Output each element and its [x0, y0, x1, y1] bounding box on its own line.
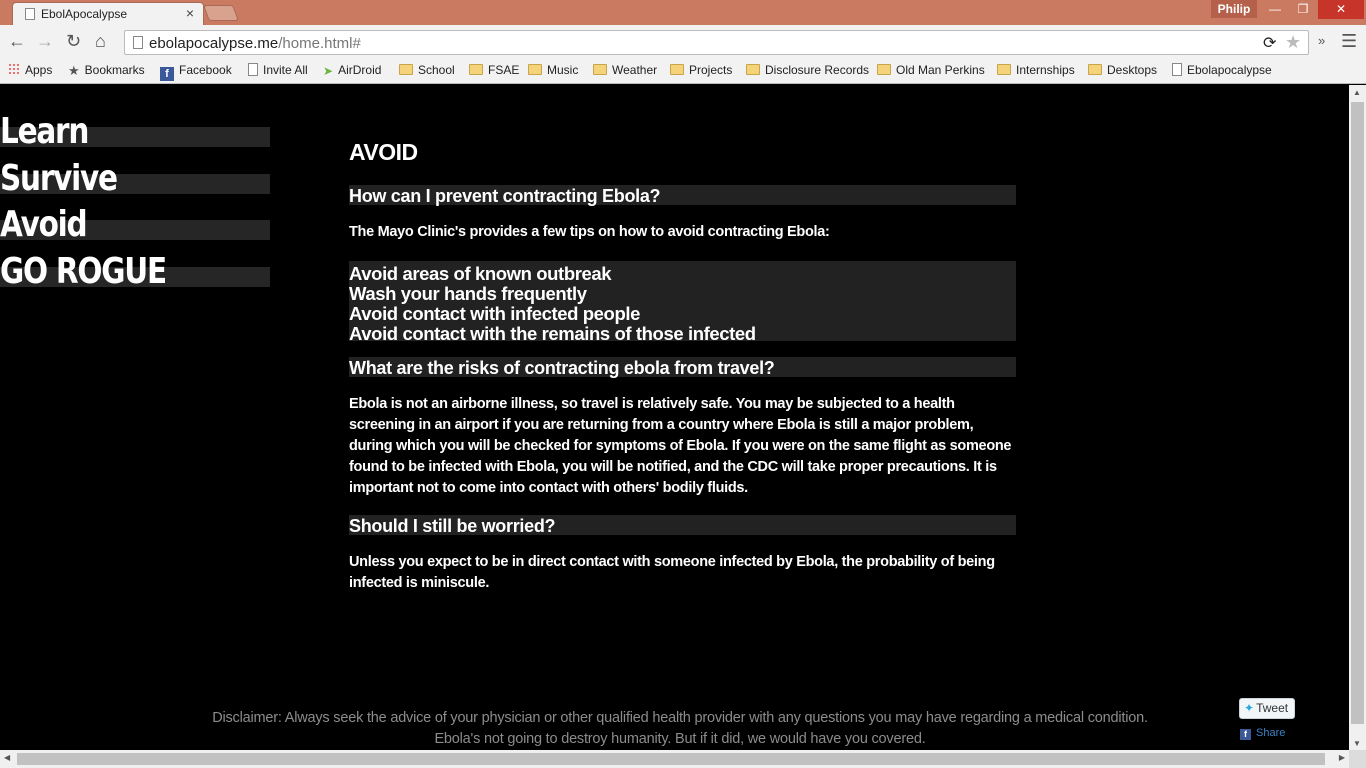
browser-toolbar [0, 25, 1366, 60]
site-nav [0, 111, 272, 297]
url-path: /home.html# [278, 35, 361, 52]
folder-icon [997, 64, 1011, 75]
bookmark-label: Weather [612, 63, 658, 77]
nav-item-label[interactable]: GO ROGUE [0, 250, 166, 292]
star-icon: ★ [68, 63, 80, 78]
bookmark-airdroid[interactable] [323, 63, 381, 78]
nav-item-go-rogue[interactable] [0, 251, 272, 298]
question-heading: Should I still be worried? [349, 515, 1016, 535]
reload-icon[interactable]: ↻ [66, 31, 82, 51]
bookmark-ebolapocalypse[interactable] [1172, 63, 1272, 77]
restore-icon[interactable]: ❐ [1297, 2, 1309, 16]
bookmarks-bar [0, 60, 1366, 84]
bookmark-label: AirDroid [338, 63, 382, 77]
page-icon [25, 8, 35, 20]
page-icon [1172, 63, 1182, 76]
question-answer: Unless you expect to be in direct contact with someone infected by Ebola, the probability of being infected is miniscule. [349, 554, 995, 591]
bookmark-apps[interactable] [8, 63, 52, 77]
bookmark-desktops[interactable] [1088, 63, 1157, 77]
bookmark-invite-all[interactable] [248, 63, 308, 77]
horizontal-scroll-thumb[interactable] [17, 753, 1325, 765]
question-answer: The Mayo Clinic's provides a few tips on how to avoid contracting Ebola: [349, 224, 830, 240]
tip-item: Wash your hands frequently [349, 283, 587, 304]
apps-icon [8, 63, 20, 75]
disclaimer-line: Disclaimer: Always seek the advice of your physician or other qualified health provider with any questions you may have regarding a medical condition. [212, 710, 1148, 726]
forward-arrow-icon[interactable]: → [36, 31, 54, 51]
bookmark-music[interactable] [528, 63, 578, 77]
page-viewport [0, 85, 1349, 750]
close-window-icon[interactable]: ✕ [1318, 0, 1364, 19]
bookmark-label: School [418, 63, 455, 77]
facebook-icon: f [1240, 729, 1251, 740]
scroll-down-icon[interactable]: ▼ [1353, 739, 1361, 748]
folder-icon [1088, 64, 1102, 75]
bookmark-label: Ebolapocalypse [1187, 63, 1272, 77]
nav-item-label[interactable]: Learn [0, 111, 89, 152]
more-extensions-icon[interactable]: » [1318, 33, 1326, 48]
disclaimer [205, 708, 1155, 750]
extension-icon[interactable]: ⟳ [1263, 35, 1277, 52]
folder-icon [670, 64, 684, 75]
bookmark-label: Invite All [263, 63, 308, 77]
bookmark-label: Disclosure Records [765, 63, 870, 77]
url-text[interactable] [149, 35, 361, 52]
folder-icon [746, 64, 760, 75]
bookmark-label: Apps [25, 63, 53, 77]
tab-title: EbolApocalypse [41, 7, 128, 21]
bookmark-bookmarks[interactable] [68, 63, 145, 79]
bookmark-disclosure-records[interactable] [746, 63, 869, 77]
address-bar[interactable] [124, 30, 1309, 55]
new-tab-button[interactable] [203, 5, 239, 21]
browser-tab[interactable] [12, 2, 204, 25]
bookmark-weather[interactable] [593, 63, 657, 77]
page-title: AVOID [349, 139, 418, 165]
hamburger-menu-icon[interactable]: ☰ [1341, 31, 1358, 51]
tip-item: Avoid contact with the remains of those infected [349, 323, 756, 344]
bookmark-label: Projects [689, 63, 733, 77]
question-heading: What are the risks of contracting ebola from travel? [349, 357, 1016, 377]
facebook-icon: f [160, 67, 174, 81]
nav-item-learn[interactable] [0, 111, 272, 158]
bookmark-label: Desktops [1107, 63, 1158, 77]
folder-icon [469, 64, 483, 75]
facebook-share-button[interactable] [1240, 727, 1285, 740]
bookmark-old-man-perkins[interactable] [877, 63, 985, 77]
scrollbar-corner [1349, 750, 1366, 768]
tip-item: Avoid contact with infected people [349, 303, 640, 324]
bookmark-label: Facebook [179, 63, 232, 77]
window-titlebar [0, 0, 1366, 25]
scroll-up-icon[interactable]: ▲ [1353, 88, 1361, 97]
tips-list [349, 261, 1016, 344]
question-heading: How can I prevent contracting Ebola? [349, 185, 1016, 205]
bookmark-facebook[interactable] [160, 63, 232, 81]
url-host: ebolapocalypse.me [149, 35, 279, 52]
profile-badge[interactable]: Philip [1211, 0, 1257, 18]
bookmark-label: FSAE [488, 63, 520, 77]
nav-item-label[interactable]: Avoid [0, 204, 87, 245]
question-answer: Ebola is not an airborne illness, so travel is relatively safe. You may be subjected to a health screening in an airport if you are returning from a country where Ebola is still a major problem, during which you will be checked for symptoms of Ebola. If you were on the same flight as someone found to be infected with Ebola, you will be notified, and the CDC will take proper precautions. It is important not to come into contact with others' bodily fluids. [349, 396, 1012, 496]
bookmark-label: Music [547, 63, 579, 77]
twitter-bird-icon: ✦ [1244, 701, 1255, 715]
page-icon [133, 36, 143, 49]
main-content [349, 135, 1016, 594]
disclaimer-line: Ebola's not going to destroy humanity. But if it did, we would have you covered. [434, 731, 926, 747]
bookmark-school[interactable] [399, 63, 455, 77]
bookmark-internships[interactable] [997, 63, 1075, 77]
nav-item-label[interactable]: Survive [0, 157, 117, 199]
minimize-icon[interactable]: — [1269, 2, 1281, 16]
tip-item: Avoid areas of known outbreak [349, 263, 612, 284]
close-tab-icon[interactable]: × [185, 5, 194, 21]
page-icon [248, 63, 258, 76]
scroll-left-icon[interactable]: ◀ [4, 753, 11, 762]
tweet-button[interactable] [1239, 698, 1295, 719]
nav-item-survive[interactable] [0, 158, 272, 205]
horizontal-scrollbar[interactable] [0, 750, 1349, 768]
scroll-right-icon[interactable]: ▶ [1338, 753, 1345, 762]
bookmark-label: Old Man Perkins [896, 63, 985, 77]
bookmark-label: Internships [1016, 63, 1075, 77]
home-icon[interactable]: ⌂ [95, 31, 106, 51]
tweet-label: Tweet [1256, 701, 1289, 715]
folder-icon [593, 64, 607, 75]
bookmark-label: Bookmarks [84, 63, 145, 77]
nav-item-avoid[interactable] [0, 204, 272, 251]
vertical-scrollbar[interactable] [1349, 85, 1366, 750]
folder-icon [528, 64, 542, 75]
bookmark-fsae[interactable] [469, 63, 519, 77]
bookmark-star-icon[interactable]: ★ [1285, 32, 1302, 52]
folder-icon [877, 64, 891, 75]
share-label: Share [1256, 727, 1286, 739]
airdroid-icon: ➤ [323, 64, 334, 78]
bookmark-projects[interactable] [670, 63, 732, 77]
vertical-scroll-thumb[interactable] [1351, 102, 1364, 724]
folder-icon [399, 64, 413, 75]
back-arrow-icon[interactable]: ← [8, 31, 26, 51]
